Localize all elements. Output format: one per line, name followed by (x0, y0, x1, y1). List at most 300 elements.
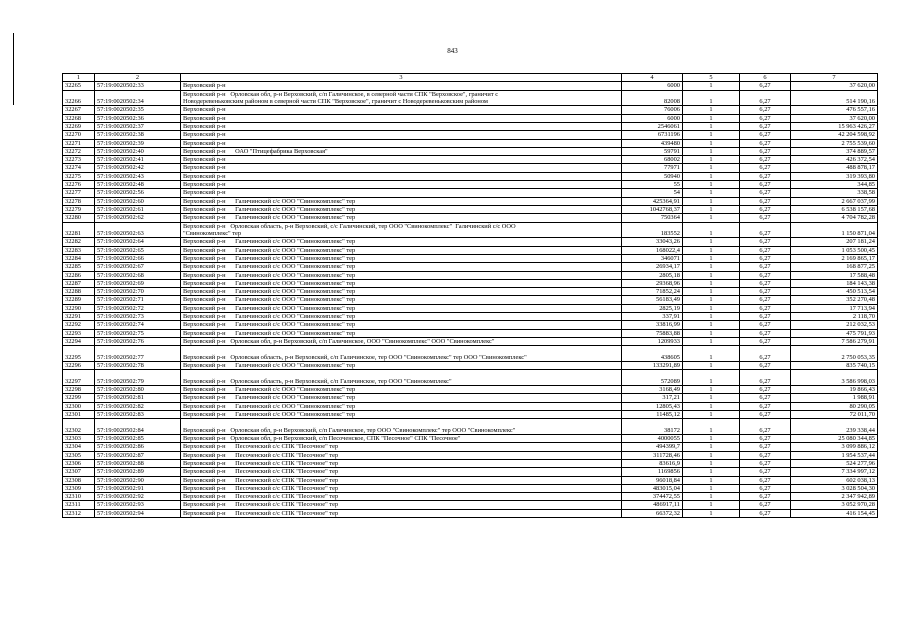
location-description: Верховский р-н Галичинский с/с ООО "Свинокомплекс" тер (181, 279, 622, 287)
row-number: 32282 (63, 238, 95, 246)
row-number: 32312 (63, 509, 95, 517)
cadastral-number: 57:19:0020502:70 (95, 288, 181, 296)
table-row (63, 435, 878, 443)
table-row (63, 181, 878, 189)
table-row (63, 419, 878, 435)
row-number: 32278 (63, 197, 95, 205)
cadastral-number: 57:19:0020502:64 (95, 238, 181, 246)
cadastral-number: 57:19:0020502:88 (95, 459, 181, 467)
location-description: Верховский р-н Галичинский с/с ООО "Свинокомплекс" тер (181, 263, 622, 271)
row-number: 32303 (63, 435, 95, 443)
cadastral-number: 57:19:0020502:68 (95, 271, 181, 279)
location-description: Верховский р-н Песоченский с/с СПК "Песочное" тер (181, 468, 622, 476)
quantity: 1 (683, 370, 740, 386)
table-row (63, 122, 878, 130)
rate-value: 6,27 (740, 222, 791, 238)
quantity: 1 (683, 156, 740, 164)
land-registry-table (62, 73, 875, 518)
col-header-4: 4 (622, 74, 683, 82)
rate-value: 6,27 (740, 394, 791, 402)
table-row (63, 114, 878, 122)
rate-value: 6,27 (740, 410, 791, 418)
quantity: 1 (683, 484, 740, 492)
rate-value: 6,27 (740, 271, 791, 279)
cadastral-number: 57:19:0020502:82 (95, 402, 181, 410)
area-value: 77971 (622, 164, 683, 172)
quantity: 1 (683, 410, 740, 418)
table-row (63, 346, 878, 362)
cadastral-value: 17 713,94 (791, 304, 878, 312)
area-value: 56183,49 (622, 296, 683, 304)
location-description: Верховский р-н Галичинский с/с ООО "Свинокомплекс" тер (181, 238, 622, 246)
location-description: Верховский р-н Галичинский с/с ООО "Свинокомплекс" тер (181, 394, 622, 402)
location-description: Верховский р-н Орловская область, р-н Верховский, с/п Галичинское, тер ООО "Свинокомплекс" тер ООО "Свинокомплекс" (181, 346, 622, 362)
cadastral-value: 37 620,00 (791, 82, 878, 90)
cadastral-value: 7 586 279,91 (791, 337, 878, 345)
cadastral-number: 57:19:0020502:42 (95, 164, 181, 172)
row-number: 32291 (63, 313, 95, 321)
cadastral-value: 338,58 (791, 189, 878, 197)
area-value: 71852,24 (622, 288, 683, 296)
cadastral-value: 1 954 537,44 (791, 451, 878, 459)
location-description: Верховский р-н Галичинский с/с ООО "Свинокомплекс" тер (181, 296, 622, 304)
cadastral-value: 2 118,70 (791, 313, 878, 321)
cadastral-number: 57:19:0020502:90 (95, 476, 181, 484)
cadastral-value: 7 334 997,12 (791, 468, 878, 476)
rate-value: 6,27 (740, 164, 791, 172)
rate-value: 6,27 (740, 484, 791, 492)
area-value: 29368,96 (622, 279, 683, 287)
cadastral-number: 57:19:0020502:38 (95, 131, 181, 139)
row-number: 32268 (63, 114, 95, 122)
cadastral-value: 80 290,05 (791, 402, 878, 410)
row-number: 32266 (63, 90, 95, 106)
cadastral-number: 57:19:0020502:78 (95, 362, 181, 370)
location-description: Верховский р-н Орловская область, р-н Верховский, с/с Галичинский, тер ООО "Свинокомплекс" Галичинский с/с ООО "Свинокомплекс" тер (181, 222, 622, 238)
table-row (63, 214, 878, 222)
location-description: Верховский р-н Песоченский с/с СПК "Песочное" тер (181, 493, 622, 501)
table-row (63, 263, 878, 271)
cadastral-number: 57:19:0020502:79 (95, 370, 181, 386)
cadastral-number: 57:19:0020502:67 (95, 263, 181, 271)
row-number: 32275 (63, 172, 95, 180)
location-description: Верховский р-н (181, 122, 622, 130)
location-description: Верховский р-н Песоченский с/с СПК "Песочное" тер (181, 443, 622, 451)
table-row (63, 493, 878, 501)
location-description: Верховский р-н (181, 189, 622, 197)
cadastral-number: 57:19:0020502:76 (95, 337, 181, 345)
row-number: 32296 (63, 362, 95, 370)
location-description: Верховский р-н Орловская область, р-н Верховский, с/п Галичинское, тер ООО "Свинокомплекс" (181, 370, 622, 386)
area-value: 83616,9 (622, 459, 683, 467)
location-description: Верховский р-н Галичинский с/с ООО "Свинокомплекс" тер (181, 254, 622, 262)
table-row (63, 304, 878, 312)
quantity: 1 (683, 197, 740, 205)
col-header-2: 2 (95, 74, 181, 82)
rate-value: 6,27 (740, 419, 791, 435)
table-row (63, 451, 878, 459)
row-number: 32286 (63, 271, 95, 279)
cadastral-value: 488 878,17 (791, 164, 878, 172)
location-description: Верховский р-н Галичинский с/с ООО "Свинокомплекс" тер (181, 205, 622, 213)
location-description: Верховский р-н Галичинский с/с ООО "Свинокомплекс" тер (181, 288, 622, 296)
table-row (63, 468, 878, 476)
cadastral-value: 3 586 998,03 (791, 370, 878, 386)
rate-value: 6,27 (740, 279, 791, 287)
cadastral-number: 57:19:0020502:43 (95, 172, 181, 180)
location-description: Верховский р-н Галичинский с/с ООО "Свинокомплекс" тер (181, 362, 622, 370)
cadastral-value: 2 169 865,17 (791, 254, 878, 262)
area-value: 2825,19 (622, 304, 683, 312)
rate-value: 6,27 (740, 114, 791, 122)
quantity: 1 (683, 271, 740, 279)
cadastral-value: 239 338,44 (791, 419, 878, 435)
rate-value: 6,27 (740, 106, 791, 114)
cadastral-value: 475 791,93 (791, 329, 878, 337)
table-row (63, 459, 878, 467)
table-row (63, 337, 878, 345)
area-value: 438605 (622, 346, 683, 362)
location-description: Верховский р-н (181, 172, 622, 180)
location-description: Верховский р-н Песоченский с/с СПК "Песочное" тер (181, 484, 622, 492)
rate-value: 6,27 (740, 181, 791, 189)
cadastral-number: 57:19:0020502:91 (95, 484, 181, 492)
cadastral-number: 57:19:0020502:87 (95, 451, 181, 459)
cadastral-number: 57:19:0020502:61 (95, 205, 181, 213)
table-row (63, 197, 878, 205)
scan-margin-line (13, 33, 14, 105)
row-number: 32269 (63, 122, 95, 130)
rate-value: 6,27 (740, 362, 791, 370)
location-description: Верховский р-н Галичинский с/с ООО "Свинокомплекс" тер (181, 321, 622, 329)
cadastral-value: 25 080 344,85 (791, 435, 878, 443)
rate-value: 6,27 (740, 435, 791, 443)
area-value: 6000 (622, 82, 683, 90)
row-number: 32302 (63, 419, 95, 435)
cadastral-value: 19 866,43 (791, 386, 878, 394)
cadastral-value: 2 347 942,89 (791, 493, 878, 501)
rate-value: 6,27 (740, 468, 791, 476)
location-description: Верховский р-н Галичинский с/с ООО "Свинокомплекс" тер (181, 246, 622, 254)
cadastral-number: 57:19:0020502:62 (95, 214, 181, 222)
row-number: 32292 (63, 321, 95, 329)
cadastral-value: 450 513,54 (791, 288, 878, 296)
cadastral-number: 57:19:0020502:65 (95, 246, 181, 254)
rate-value: 6,27 (740, 304, 791, 312)
rate-value: 6,27 (740, 122, 791, 130)
quantity: 1 (683, 288, 740, 296)
cadastral-value: 1 150 871,04 (791, 222, 878, 238)
cadastral-value: 426 372,54 (791, 156, 878, 164)
rate-value: 6,27 (740, 321, 791, 329)
table-row (63, 410, 878, 418)
rate-value: 6,27 (740, 189, 791, 197)
quantity: 1 (683, 246, 740, 254)
area-value: 374472,55 (622, 493, 683, 501)
row-number: 32304 (63, 443, 95, 451)
cadastral-number: 57:19:0020502:77 (95, 346, 181, 362)
table-row (63, 205, 878, 213)
quantity: 1 (683, 346, 740, 362)
area-value: 33043,26 (622, 238, 683, 246)
quantity: 1 (683, 386, 740, 394)
table-row (63, 106, 878, 114)
quantity: 1 (683, 222, 740, 238)
row-number: 32289 (63, 296, 95, 304)
row-number: 32311 (63, 501, 95, 509)
cadastral-value: 524 277,96 (791, 459, 878, 467)
cadastral-value: 168 877,25 (791, 263, 878, 271)
cadastral-value: 1 053 500,45 (791, 246, 878, 254)
quantity: 1 (683, 468, 740, 476)
location-description: Верховский р-н Галичинский с/с ООО "Свинокомплекс" тер (181, 410, 622, 418)
row-number: 32267 (63, 106, 95, 114)
cadastral-value: 6 538 157,68 (791, 205, 878, 213)
area-value: 38172 (622, 419, 683, 435)
table-row (63, 189, 878, 197)
table-row (63, 509, 878, 517)
rate-value: 6,27 (740, 82, 791, 90)
rate-value: 6,27 (740, 296, 791, 304)
quantity: 1 (683, 459, 740, 467)
quantity: 1 (683, 394, 740, 402)
cadastral-number: 57:19:0020502:37 (95, 122, 181, 130)
rate-value: 6,27 (740, 370, 791, 386)
area-value: 4000055 (622, 435, 683, 443)
area-value: 26934,17 (622, 263, 683, 271)
cadastral-number: 57:19:0020502:41 (95, 156, 181, 164)
location-description: Верховский р-н (181, 82, 622, 90)
rate-value: 6,27 (740, 476, 791, 484)
area-value: 6000 (622, 114, 683, 122)
row-number: 32306 (63, 459, 95, 467)
table-row (63, 394, 878, 402)
row-number: 32310 (63, 493, 95, 501)
row-number: 32270 (63, 131, 95, 139)
quantity: 1 (683, 337, 740, 345)
table-row (63, 501, 878, 509)
area-value: 3168,49 (622, 386, 683, 394)
rate-value: 6,27 (740, 263, 791, 271)
table-row (63, 362, 878, 370)
quantity: 1 (683, 509, 740, 517)
table-row (63, 156, 878, 164)
cadastral-value: 514 190,16 (791, 90, 878, 106)
rate-value: 6,27 (740, 156, 791, 164)
table-row (63, 370, 878, 386)
area-value: 483015,04 (622, 484, 683, 492)
cadastral-value: 374 889,57 (791, 147, 878, 155)
row-number: 32285 (63, 263, 95, 271)
rate-value: 6,27 (740, 246, 791, 254)
rate-value: 6,27 (740, 346, 791, 362)
row-number: 32295 (63, 346, 95, 362)
quantity: 1 (683, 164, 740, 172)
location-description: Верховский р-н Галичинский с/с ООО "Свинокомплекс" тер (181, 271, 622, 279)
location-description: Верховский р-н Галичинский с/с ООО "Свинокомплекс" тер (181, 304, 622, 312)
cadastral-value: 3 052 970,28 (791, 501, 878, 509)
row-number: 32301 (63, 410, 95, 418)
area-value: 317,21 (622, 394, 683, 402)
area-value: 55 (622, 181, 683, 189)
row-number: 32265 (63, 82, 95, 90)
quantity: 1 (683, 114, 740, 122)
area-value: 2546061 (622, 122, 683, 130)
quantity: 1 (683, 451, 740, 459)
cadastral-value: 42 204 598,92 (791, 131, 878, 139)
cadastral-value: 207 181,24 (791, 238, 878, 246)
cadastral-value: 319 393,80 (791, 172, 878, 180)
quantity: 1 (683, 172, 740, 180)
row-number: 32307 (63, 468, 95, 476)
rate-value: 6,27 (740, 172, 791, 180)
rate-value: 6,27 (740, 238, 791, 246)
quantity: 1 (683, 476, 740, 484)
cadastral-number: 57:19:0020502:71 (95, 296, 181, 304)
area-value: 1209933 (622, 337, 683, 345)
row-number: 32276 (63, 181, 95, 189)
location-description: Верховский р-н Песоченский с/с СПК "Песочное" тер (181, 476, 622, 484)
row-number: 32273 (63, 156, 95, 164)
cadastral-value: 3 028 504,30 (791, 484, 878, 492)
table-row (63, 321, 878, 329)
quantity: 1 (683, 321, 740, 329)
quantity: 1 (683, 263, 740, 271)
row-number: 32283 (63, 246, 95, 254)
table-row (63, 90, 878, 106)
col-header-1: 1 (63, 74, 95, 82)
quantity: 1 (683, 493, 740, 501)
row-number: 32272 (63, 147, 95, 155)
quantity: 1 (683, 139, 740, 147)
quantity: 1 (683, 147, 740, 155)
table-row (63, 271, 878, 279)
cadastral-number: 57:19:0020502:86 (95, 443, 181, 451)
row-number: 32281 (63, 222, 95, 238)
rate-value: 6,27 (740, 139, 791, 147)
table-row (63, 238, 878, 246)
table-row (63, 147, 878, 155)
rate-value: 6,27 (740, 313, 791, 321)
cadastral-value: 17 588,48 (791, 271, 878, 279)
row-number: 32290 (63, 304, 95, 312)
area-value: 66372,32 (622, 509, 683, 517)
location-description: Верховский р-н Орловская обл, р-н Верховский, с/п Галичинское, ООО "Свинокомплекс" ООО "Свинокомплекс" (181, 337, 622, 345)
rate-value: 6,27 (740, 402, 791, 410)
cadastral-value: 2 750 053,35 (791, 346, 878, 362)
rate-value: 6,27 (740, 386, 791, 394)
row-number: 32294 (63, 337, 95, 345)
table-row (63, 164, 878, 172)
cadastral-number: 57:19:0020502:48 (95, 181, 181, 189)
quantity: 1 (683, 419, 740, 435)
cadastral-number: 57:19:0020502:85 (95, 435, 181, 443)
quantity: 1 (683, 501, 740, 509)
location-description: Верховский р-н Песоченский с/с СПК "Песочное" тер (181, 451, 622, 459)
column-number-header-row (63, 74, 878, 82)
location-description: Верховский р-н Галичинский с/с ООО "Свинокомплекс" тер (181, 402, 622, 410)
location-description: Верховский р-н (181, 139, 622, 147)
row-number: 32299 (63, 394, 95, 402)
row-number: 32305 (63, 451, 95, 459)
table-row (63, 279, 878, 287)
row-number: 32279 (63, 205, 95, 213)
area-value: 75883,88 (622, 329, 683, 337)
cadastral-number: 57:19:0020502:69 (95, 279, 181, 287)
area-value: 346071 (622, 254, 683, 262)
quantity: 1 (683, 82, 740, 90)
area-value: 11485,12 (622, 410, 683, 418)
rate-value: 6,27 (740, 337, 791, 345)
area-value: 12805,43 (622, 402, 683, 410)
rate-value: 6,27 (740, 459, 791, 467)
location-description: Верховский р-н (181, 114, 622, 122)
cadastral-value: 15 963 426,27 (791, 122, 878, 130)
table-row (63, 476, 878, 484)
table-row (63, 402, 878, 410)
col-header-3: 3 (181, 74, 622, 82)
location-description: Верховский р-н Галичинский с/с ООО "Свинокомплекс" тер (181, 386, 622, 394)
location-description: Верховский р-н (181, 106, 622, 114)
cadastral-number: 57:19:0020502:75 (95, 329, 181, 337)
area-value: 6731196 (622, 131, 683, 139)
rate-value: 6,27 (740, 329, 791, 337)
cadastral-number: 57:19:0020502:39 (95, 139, 181, 147)
location-description: Верховский р-н Орловская обл, р-н Верховский, с/п Галичинское, в северной части СПК "Верховское", граничит с Новодеревеньковским районом в северной части СПК "Верховское", граничит с Новодеревеньковским районом (181, 90, 622, 106)
quantity: 1 (683, 238, 740, 246)
rate-value: 6,27 (740, 288, 791, 296)
quantity: 1 (683, 362, 740, 370)
quantity: 1 (683, 214, 740, 222)
cadastral-value: 344,85 (791, 181, 878, 189)
cadastral-number: 57:19:0020502:36 (95, 114, 181, 122)
area-value: 33816,99 (622, 321, 683, 329)
row-number: 32271 (63, 139, 95, 147)
area-value: 168022,4 (622, 246, 683, 254)
cadastral-number: 57:19:0020502:89 (95, 468, 181, 476)
row-number: 32309 (63, 484, 95, 492)
location-description: Верховский р-н (181, 156, 622, 164)
location-description: Верховский р-н (181, 164, 622, 172)
cadastral-number: 57:19:0020502:84 (95, 419, 181, 435)
area-value: 50940 (622, 172, 683, 180)
table-row (63, 386, 878, 394)
row-number: 32293 (63, 329, 95, 337)
location-description: Верховский р-н Песоченский с/с СПК "Песочное" тер (181, 459, 622, 467)
rate-value: 6,27 (740, 509, 791, 517)
quantity: 1 (683, 189, 740, 197)
rate-value: 6,27 (740, 147, 791, 155)
cadastral-value: 212 032,53 (791, 321, 878, 329)
col-header-5: 5 (683, 74, 740, 82)
cadastral-number: 57:19:0020502:81 (95, 394, 181, 402)
quantity: 1 (683, 106, 740, 114)
area-value: 1169856 (622, 468, 683, 476)
row-number: 32280 (63, 214, 95, 222)
location-description: Верховский р-н Орловская обл, р-н Верховский, с/п Песоченское, СПК "Песочное" СПК "Песочное" (181, 435, 622, 443)
cadastral-number: 57:19:0020502:93 (95, 501, 181, 509)
row-number: 32298 (63, 386, 95, 394)
location-description: Верховский р-н Галичинский с/с ООО "Свинокомплекс" тер (181, 313, 622, 321)
cadastral-value: 2 755 539,60 (791, 139, 878, 147)
rate-value: 6,27 (740, 131, 791, 139)
cadastral-number: 57:19:0020502:40 (95, 147, 181, 155)
rate-value: 6,27 (740, 443, 791, 451)
cadastral-value: 835 740,15 (791, 362, 878, 370)
area-value: 486917,11 (622, 501, 683, 509)
cadastral-number: 57:19:0020502:80 (95, 386, 181, 394)
quantity: 1 (683, 443, 740, 451)
